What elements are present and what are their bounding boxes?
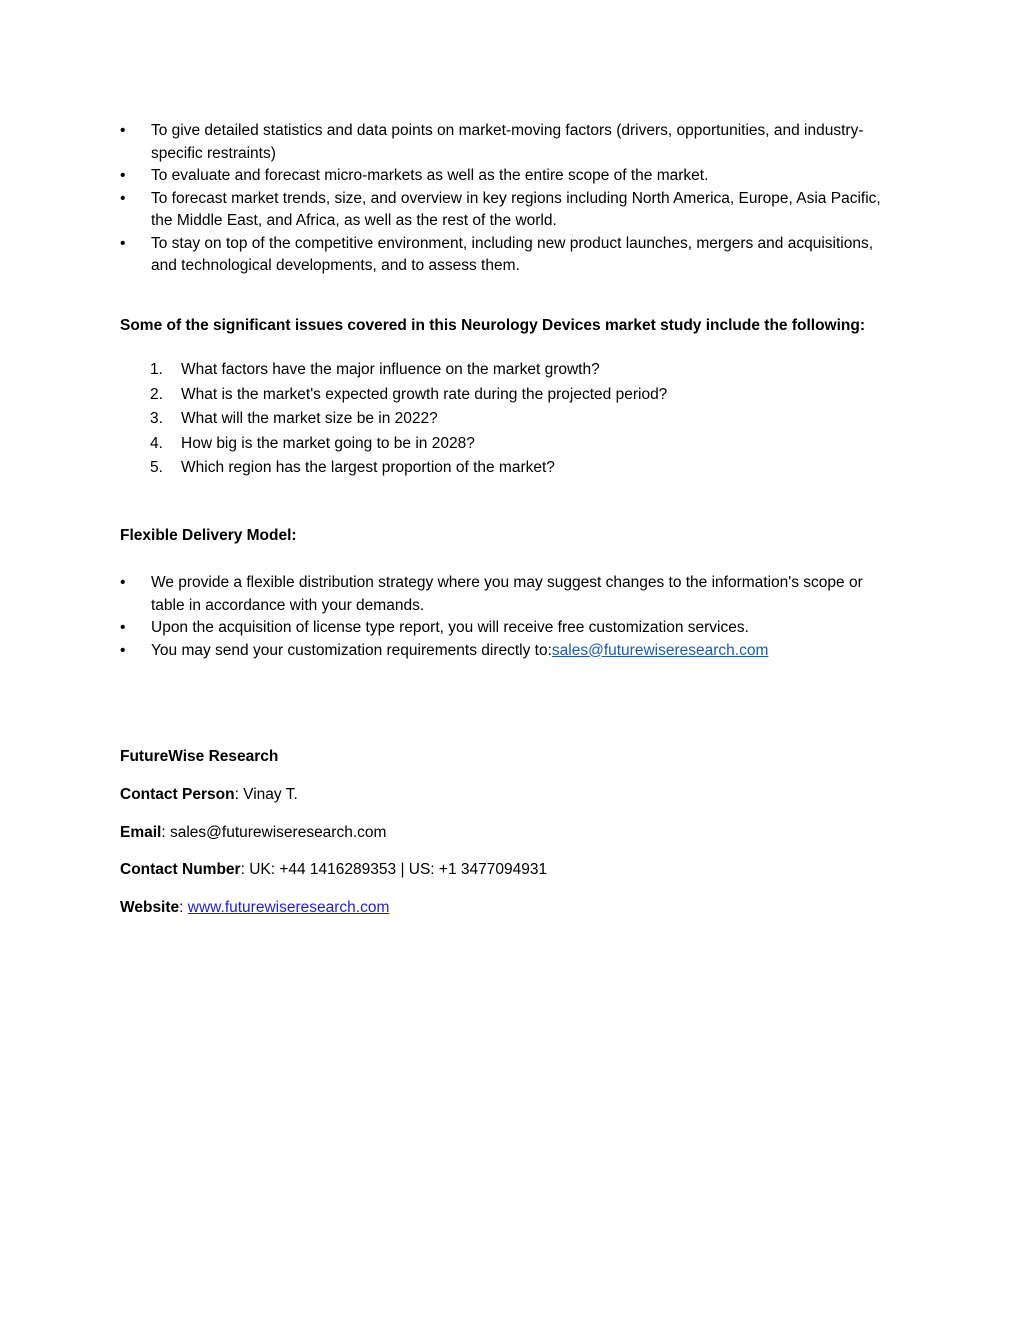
bullet-icon: • <box>120 574 126 591</box>
question-text: What will the market size be in 2022? <box>181 410 438 427</box>
list-item <box>150 384 910 409</box>
list-item <box>150 359 910 384</box>
delivery-text: We provide a flexible distribution strategy where you may suggest changes to the information's scope or table in accordance with your demands. <box>151 574 863 614</box>
question-number: 5. <box>150 459 163 476</box>
website-label: Website <box>120 899 180 916</box>
list-item <box>120 188 900 233</box>
question-number: 4. <box>150 434 163 452</box>
list-item <box>120 640 900 663</box>
bullet-icon: • <box>120 167 126 184</box>
question-text: Which region has the largest proportion of the market? <box>181 459 555 476</box>
email-label: Email <box>120 824 162 841</box>
objective-text: To forecast market trends, size, and overview in key regions including North America, Europe, Asia Pacific, the Middle East, and Africa, as well as the rest of the world. <box>151 189 881 229</box>
website-separator: : <box>179 899 188 916</box>
contact-number-label: Contact Number <box>120 861 241 878</box>
question-number: 2. <box>150 385 163 403</box>
website-link[interactable]: www.futurewiseresearch.com <box>187 899 390 916</box>
delivery-heading: Flexible Delivery Model: <box>120 527 297 544</box>
question-text: How big is the market going to be in 2028? <box>181 434 475 452</box>
contact-person-value: : Vinay T. <box>234 786 298 803</box>
question-number: 3. <box>150 410 163 427</box>
contact-number-line <box>120 859 547 882</box>
list-item <box>120 233 900 278</box>
delivery-list <box>120 572 900 662</box>
contact-number-value: : UK: +44 1416289353 | US: +1 3477094931 <box>240 861 548 878</box>
contact-person-label: Contact Person <box>120 786 235 803</box>
objectives-list <box>120 120 900 278</box>
company-name: FutureWise Research <box>120 748 279 765</box>
delivery-email-prefix: You may send your customization requirements directly to: <box>151 641 552 659</box>
objective-text: To stay on top of the competitive environment, including new product launches, mergers and acquisitions, and technological developments, and to assess them. <box>151 234 874 274</box>
question-text: What is the market's expected growth rate during the projected period? <box>181 385 668 403</box>
list-item <box>120 572 900 617</box>
objective-text: To evaluate and forecast micro-markets as well as the entire scope of the market. <box>151 167 709 184</box>
issues-heading: Some of the significant issues covered in this Neurology Devices market study include the following: <box>120 317 866 334</box>
list-item <box>120 165 900 188</box>
website-line <box>120 897 389 920</box>
list-item <box>150 408 910 433</box>
questions-list <box>150 359 910 482</box>
email-line <box>120 822 386 845</box>
question-number: 1. <box>150 361 163 378</box>
bullet-icon: • <box>120 189 126 207</box>
bullet-icon: • <box>120 234 126 252</box>
bullet-icon: • <box>120 641 126 659</box>
bullet-icon: • <box>120 122 126 139</box>
email-value: : sales@futurewiseresearch.com <box>161 824 387 841</box>
list-item <box>150 457 910 482</box>
objective-text: To give detailed statistics and data points on market-moving factors (drivers, opportunities, and industry-specific restraints) <box>151 122 864 162</box>
list-item <box>150 433 910 458</box>
list-item <box>120 120 900 165</box>
contact-person-line <box>120 784 298 807</box>
delivery-text: Upon the acquisition of license type report, you will receive free customization services. <box>151 619 749 636</box>
question-text: What factors have the major influence on the market growth? <box>181 361 600 378</box>
sales-email-link[interactable]: sales@futurewiseresearch.com <box>551 641 769 659</box>
bullet-icon: • <box>120 619 126 636</box>
list-item <box>120 617 900 640</box>
